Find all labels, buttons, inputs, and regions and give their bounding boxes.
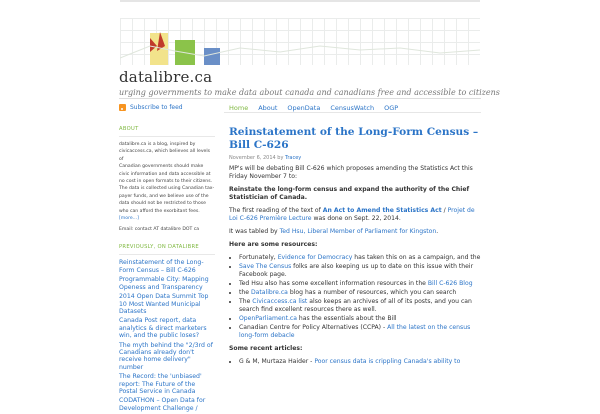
site-title[interactable]: datalibre.ca — [119, 68, 213, 86]
post-title[interactable]: Reinstatement of the Long-Form Census – Bill C-626 — [229, 126, 479, 151]
post-paragraph-3 — [229, 207, 481, 223]
previous-post-link[interactable]: The Record: the 'unbiased' report: The Future of the Postal Service in Canada — [119, 373, 202, 395]
nav-about[interactable]: About — [258, 104, 278, 112]
post-paragraph-4 — [229, 228, 481, 236]
resource-text: has the essentials about the Bill — [297, 315, 397, 322]
sidebar — [119, 126, 215, 414]
top-bar — [0, 0, 600, 8]
top-strip — [120, 0, 480, 2]
post-date: November 6, 2014 — [229, 155, 276, 161]
recent-item — [239, 358, 481, 366]
about-more-link[interactable]: [more...] — [119, 216, 139, 222]
about-line: The data is collected using Canadian tax- — [119, 186, 215, 192]
recent-list — [229, 358, 481, 366]
nav-opendata[interactable]: OpenData — [287, 104, 321, 112]
about-line: civic information and data accessible at — [119, 171, 211, 177]
resource-item — [239, 263, 481, 279]
resource-item — [239, 254, 481, 262]
previous-posts-list — [119, 259, 215, 412]
subscribe-label: Subscribe to feed — [130, 104, 183, 111]
resources-list — [229, 254, 481, 340]
resource-text: Fortunately, — [239, 254, 278, 261]
about-heading: ABOUT — [119, 126, 139, 132]
p3-text-b: was done on Sept. 22, 2014. — [311, 215, 401, 222]
previous-divider — [119, 254, 215, 255]
previous-post-link[interactable]: 2014 Open Data Summit Top 10 Most Wanted Municipal Datasets — [119, 293, 209, 315]
nav-censuswatch[interactable]: CensusWatch — [330, 104, 375, 112]
post-content — [229, 126, 481, 371]
resources-heading: Here are some resources: — [229, 241, 318, 248]
about-line: payer funds, and we believe use of the — [119, 193, 209, 199]
resource-link[interactable]: OpenParliament.ca — [239, 315, 297, 322]
resource-text: folks are also keeping us up to date on this issue with their Facebook page. — [239, 263, 474, 278]
post-by: by — [277, 155, 284, 161]
header-separator — [119, 98, 481, 99]
header-banner — [120, 18, 480, 65]
resource-item — [239, 324, 481, 340]
recent-text: G & M, Murtaza Haider - — [239, 358, 315, 365]
resource-text: Ted Hsu also has some excellent information resources in the — [239, 280, 428, 287]
projet-loi-link[interactable]: Projet de Loi C-626 Première Lecture — [229, 207, 475, 222]
previous-post-link[interactable]: Reinstatement of the Long-Form Census – Bill C-626 — [119, 259, 204, 274]
resource-item — [239, 298, 481, 314]
about-line: data should not be restricted to those — [119, 201, 206, 207]
nav-ogp[interactable]: OGP — [384, 104, 399, 112]
recent-link[interactable]: Poor census data is crippling Canada's ability to — [314, 358, 461, 365]
previous-post-link[interactable]: The myth behind the "2/3rd of Canadians already don't receive home delivery" number — [119, 341, 213, 371]
contact-email: Email: contact AT datalibre DOT ca — [119, 227, 200, 233]
post-paragraph-1: MP's will be debating Bill C-626 which proposes amending the Statistics Act this Friday November 7 to: — [229, 165, 473, 180]
nav-underline — [224, 112, 481, 113]
nav-home[interactable]: Home — [229, 104, 249, 112]
about-line: datalibre.ca is a blog, inspired by — [119, 142, 196, 147]
resource-text: has taken this on as a campaign, and the — [352, 254, 481, 261]
resource-link[interactable]: Evidence for Democracy — [277, 254, 353, 261]
previous-heading: PREVIOUSLY, ON DATALIBRE — [119, 244, 199, 251]
resource-text: the — [239, 289, 251, 296]
resource-link[interactable]: Civicaccess.ca list — [252, 298, 308, 305]
ted-hsu-link[interactable]: Ted Hsu, Liberal Member of Parliament for Kingston — [279, 228, 437, 235]
about-line: who can afford the exorbitant fees. — [119, 208, 200, 214]
resource-item — [239, 289, 481, 297]
resource-item — [239, 280, 481, 288]
resource-text: Canadian Centre for Policy Alternatives (CCPA) - — [239, 324, 388, 331]
banner-bar-blue — [204, 48, 220, 65]
resource-text: also keeps an archives of all of its posts, and you can search find excellent resources there as well. — [239, 298, 472, 313]
about-divider — [119, 136, 215, 137]
resource-link[interactable]: Bill C-626 Blog — [427, 280, 473, 287]
resource-text: blog has a number of resources, which you can search — [287, 289, 457, 296]
subscribe-link[interactable] — [119, 104, 183, 111]
about-text — [119, 141, 215, 222]
rss-icon — [119, 104, 126, 111]
previous-post-link[interactable]: Canada Post report, data analytics & direct marketers win, and the public loses? — [119, 317, 207, 340]
resource-link[interactable]: All the latest on the census long-form debacle — [239, 324, 471, 339]
p4-text-a: It was tabled by — [229, 228, 280, 235]
post-paragraph-2: Reinstate the long-form census and expand the authority of the Chief Statistician of Canada. — [229, 186, 470, 201]
about-line: no cost in open formats to their citizens. — [119, 179, 213, 185]
post-meta — [229, 155, 481, 161]
previous-post-link[interactable]: Programmable City: Mapping Openess and Transparency — [119, 276, 209, 291]
resource-link[interactable]: Datalibre.ca — [250, 289, 288, 296]
recent-heading: Some recent articles: — [229, 345, 303, 352]
banner-trend-line — [120, 46, 480, 58]
banner-graphic — [120, 18, 480, 65]
resource-link[interactable]: Save The Census — [239, 263, 292, 270]
p4-text-b: . — [436, 228, 439, 235]
p3-text-a: The first reading of the text of — [229, 207, 323, 214]
about-line: civicaccess.ca, which believes all levels of — [119, 149, 211, 162]
about-line: Canadian governments should make — [119, 164, 204, 170]
site-tagline: urging governments to make data about canada and canadians free and accessible to citizens — [119, 88, 500, 97]
previous-post-link[interactable]: CODATHON – Open Data for Development Challenge / — [119, 397, 206, 412]
resource-item — [239, 315, 481, 323]
resource-text: The — [239, 298, 253, 305]
post-author-link[interactable]: Tracey — [285, 155, 302, 161]
act-link[interactable]: An Act to Amend the Statistics Act — [322, 207, 442, 214]
p3-sep: / — [441, 207, 448, 214]
